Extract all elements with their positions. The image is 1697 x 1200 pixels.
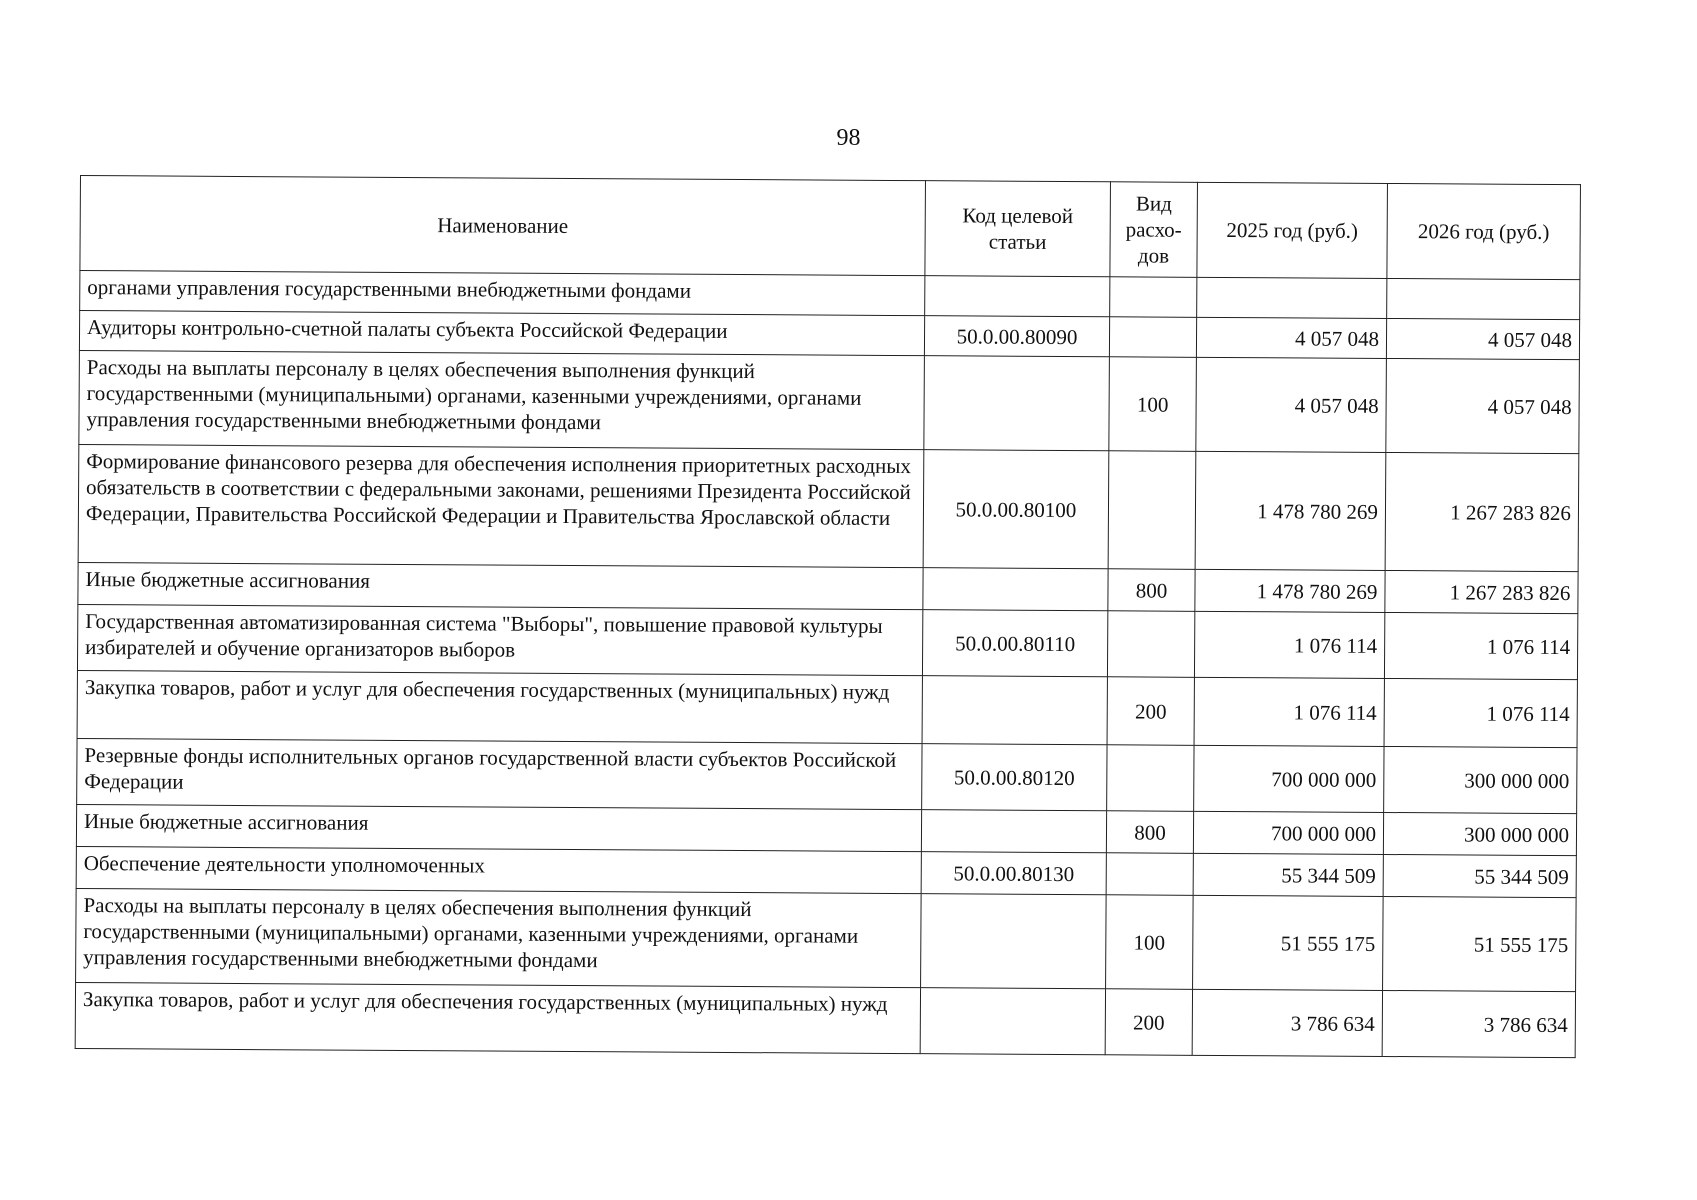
row-kind (1107, 745, 1194, 812)
row-name: Государственная автоматизированная система "Выборы", повышение правовой культуры избирателей и обучение организаторов выборов (77, 604, 922, 675)
row-2026: 300 000 000 (1383, 812, 1576, 855)
row-2025: 51 555 175 (1193, 895, 1384, 990)
row-kind (1110, 277, 1197, 318)
table-row (77, 738, 1577, 813)
row-kind (1106, 853, 1193, 896)
header-kind: Вид расхо-дов (1110, 182, 1198, 278)
table-row (78, 444, 1579, 571)
table-header-row (80, 176, 1581, 280)
row-name: Резервные фонды исполнительных органов государственной власти субъектов Российской Федерации (77, 738, 922, 809)
row-name: Расходы на выплаты персоналу в целях обеспечения выполнения функций государственными (муниципальными) органами, казенными учреждениями, органами управления государственными внебюджетными фондами (79, 350, 925, 449)
row-code (920, 988, 1105, 1055)
row-2026: 3 786 634 (1382, 990, 1575, 1057)
row-code (925, 276, 1110, 317)
row-name: Закупка товаров, работ и услуг для обеспечения государственных (муниципальных) нужд (77, 670, 922, 743)
budget-table (75, 175, 1581, 1058)
row-name: Формирование финансового резерва для обеспечения исполнения приоритетных расходных обязательств в соответствии с федеральными законами, решениями Президента Российской Федерации, Правительства Российской Федерации и Правительства Ярославской области (78, 444, 924, 567)
table-row (76, 888, 1577, 991)
row-2025: 1 478 780 269 (1195, 451, 1386, 570)
row-name: Иные бюджетные ассигнования (76, 804, 921, 851)
budget-table-container (75, 175, 1580, 1058)
row-kind: 200 (1105, 989, 1192, 1056)
row-kind (1108, 451, 1196, 570)
row-2025: 700 000 000 (1194, 745, 1384, 812)
row-2025: 700 000 000 (1193, 811, 1383, 854)
header-name: Наименование (80, 176, 926, 276)
row-name: органами управления государственными внебюджетными фондами (80, 271, 925, 316)
row-name: Расходы на выплаты персоналу в целях обеспечения выполнения функций государственными (муниципальными) органами, казенными учреждениями, органами управления государственными внебюджетными фондами (76, 888, 922, 987)
row-kind (1109, 317, 1196, 358)
row-2026: 1 267 283 826 (1385, 570, 1578, 613)
row-2025: 4 057 048 (1196, 357, 1387, 452)
row-2025: 1 076 114 (1194, 611, 1384, 678)
header-year-2025: 2025 год (руб.) (1197, 182, 1388, 278)
table-row (77, 670, 1577, 747)
row-2026: 4 057 048 (1386, 358, 1580, 453)
row-2025: 1 076 114 (1194, 677, 1384, 746)
row-2025: 4 057 048 (1196, 317, 1386, 358)
row-2026: 55 344 509 (1383, 854, 1576, 897)
row-name: Иные бюджетные ассигнования (78, 562, 923, 609)
row-2025 (1197, 277, 1387, 318)
row-kind: 100 (1109, 357, 1197, 452)
row-2026: 300 000 000 (1384, 746, 1577, 813)
row-name: Обеспечение деятельности уполномоченных (76, 846, 921, 893)
row-2026: 1 076 114 (1384, 612, 1577, 679)
row-kind: 200 (1107, 677, 1194, 746)
row-2026: 51 555 175 (1383, 896, 1577, 991)
row-2026: 1 267 283 826 (1385, 452, 1579, 571)
row-2026: 4 057 048 (1386, 318, 1579, 359)
row-2025: 55 344 509 (1193, 853, 1383, 896)
row-2025: 1 478 780 269 (1195, 569, 1385, 612)
table-row (75, 982, 1575, 1057)
row-code: 50.0.00.80090 (924, 316, 1109, 357)
header-code: Код целевой статьи (925, 181, 1111, 277)
row-code (924, 356, 1110, 451)
row-2025: 3 786 634 (1192, 989, 1382, 1056)
row-code: 50.0.00.80130 (921, 852, 1106, 895)
row-kind: 800 (1108, 569, 1195, 612)
page-number: 98 (836, 125, 861, 151)
row-kind: 800 (1106, 811, 1193, 854)
table-row (79, 350, 1580, 453)
row-code (921, 894, 1107, 989)
row-code (922, 676, 1107, 745)
table-row (77, 604, 1577, 679)
row-code: 50.0.00.80100 (923, 450, 1109, 569)
row-2026 (1387, 278, 1580, 319)
row-kind: 100 (1106, 895, 1194, 990)
header-year-2026: 2026 год (руб.) (1387, 183, 1581, 279)
row-code: 50.0.00.80120 (922, 744, 1107, 811)
row-kind (1107, 611, 1194, 678)
row-2026: 1 076 114 (1384, 678, 1577, 747)
row-code (921, 810, 1106, 853)
row-code (923, 568, 1108, 611)
row-name: Закупка товаров, работ и услуг для обеспечения государственных (муниципальных) нужд (75, 982, 920, 1053)
row-name: Аудиторы контрольно-счетной палаты субъекта Российской Федерации (79, 311, 924, 356)
row-code: 50.0.00.80110 (922, 610, 1107, 677)
